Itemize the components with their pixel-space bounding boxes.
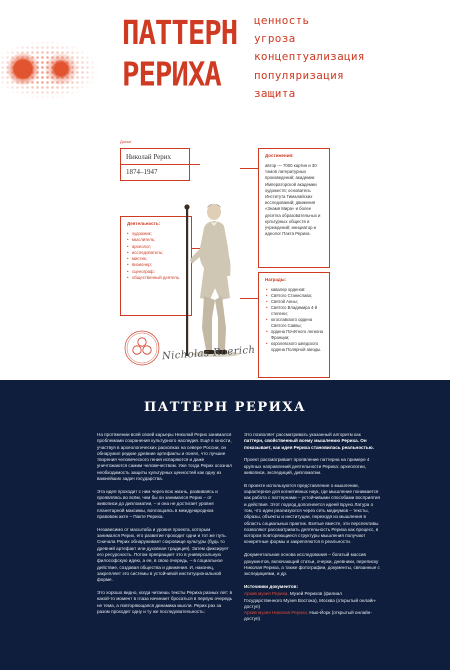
article-paragraph: В проекте используются представление о мышлении, характерное для когнитивных наук, где мышление понимается как работа с паттернами – устойчивыми способами восприятия и действия. Этот подход дополняется идеей Бруно Латура о том, что идеи реализуются через сеть медиумов – тексты, образы, объекты и институции, переходя из мышления в область социальных практик. Взятые вместе, эти перспективы позволяют рассматривать деятельность Рериха как процесс, в котором повторяющиеся структуры мышления получают конкретные формы и закрепляются в реальности. xyxy=(244,482,380,545)
logo-line-1: ПАТТЕРН xyxy=(122,13,238,53)
article-paragraph: Эта идея проходит с ним через всю жизнь, развиваясь и проявляясь во всём, чем бы он занимался Рерих – от живописи до дипломатии, – и она не достигает уровня планетарной максимы, воплощаясь в международном правовом акте – Пакте Рериха. xyxy=(97,488,218,520)
value-item: защита xyxy=(254,86,296,100)
article-paragraph xyxy=(244,432,380,451)
awards-card xyxy=(258,272,330,378)
article-paragraph: Независимо от масштаба и уровня проекта, которым занимался Рерих, его развитие проходит одни и тот же путь. Сначала Рерих обнаруживает сокровище культуры (будь то древний артефакт или духовная традиция). Затем фиксирует его ресурсность. Потом превращает это в универсальную философскую идею, а ее, в свою очередь, – в социальное действие, создавая общества и движения. И, наконец, закрепляет это системы в устойчивой институциональной форме. xyxy=(97,526,229,583)
award-item: • Святого Владимира 4-й степени; xyxy=(265,305,323,317)
achievements-card xyxy=(258,148,330,268)
award-item: • королевского шведского ордена Полярной звезды. xyxy=(265,341,323,353)
activity-item: • исследователь; xyxy=(127,250,185,256)
activity-item: • художник; xyxy=(127,231,185,237)
activity-item: • общественный деятель. xyxy=(127,275,185,281)
name-card xyxy=(120,148,190,181)
activity-item: • сценограф; xyxy=(127,269,185,275)
source-item xyxy=(244,610,380,623)
life-years: 1874–1947 xyxy=(126,168,158,176)
connector-line xyxy=(190,164,200,165)
dossier-label: Досье xyxy=(120,139,132,144)
activity-item: • мистик; xyxy=(127,256,185,262)
source-text: Музей Рерихов (филиал Государственного Музея Востока), Москва (открытый онлайн-доступ) xyxy=(244,591,377,609)
awards-title: Награды: xyxy=(265,277,287,282)
value-item: ценность xyxy=(254,14,310,27)
connector-line xyxy=(240,168,258,169)
header xyxy=(0,0,450,128)
article-paragraph: Проект рассматривает проявление паттерна на примере 4 крупных направлений деятельности Рериха: археологии, живописи, экспедиций, дипломатии. xyxy=(244,457,370,475)
profile-section xyxy=(0,128,450,380)
article-paragraph: На протяжении всей своей карьеры Николай Рерих занимался проблемами сохранения культурного наследия. Ещё в юности, участвуя в археологических раскопках на севере России, он обнаружил редкие древние артефакты и понял, что лучшие творения человеческого гения испаряются и даже уничтожаются самим человечеством. Уже тогда Рерих осознал необходимость защиты культурных ценностей как одну из важнейших задач государства. xyxy=(97,432,232,482)
activity-item: • археолог; xyxy=(127,244,185,250)
banner-of-peace-emblem-icon xyxy=(122,328,162,368)
values-list xyxy=(254,12,365,103)
value-item: популяризация xyxy=(254,68,344,82)
source-text: Нью-Йорк (открытый онлайн-доступ) xyxy=(244,610,372,622)
value-item: концептуализация xyxy=(254,50,365,64)
halftone-circle-left xyxy=(6,52,40,86)
article-paragraph: Документальная основа исследования – богатый массив документов, включающий статьи, очерки, дневники, переписку Николая Рериха, а также фотографии, документы, связанные с экспедициями, и др. xyxy=(244,552,380,577)
achievements-text: автор — 7000 картин и 30 томов литературных произведений; академик Императорской академии художеств; основатель Института Гималайских исследований; движения «Знамя Мира» и более десятка образовательных и культурных обществ и учреждений; инициатор и идеолог Пакта Рериха. xyxy=(265,163,321,237)
award-item: • кавалер орденов: xyxy=(265,287,323,293)
activities-title: Деятельность: xyxy=(127,221,161,226)
value-item: угроза xyxy=(254,32,296,46)
logo-line-2: РЕРИХА xyxy=(122,54,221,94)
award-item: • ордена Почётного легиона Франции; xyxy=(265,329,323,341)
source-link[interactable]: Архив музея Николая Рериха, xyxy=(244,610,309,616)
source-item xyxy=(244,591,380,610)
achievements-title: Достижения: xyxy=(265,153,294,158)
activity-item: • мыслитель; xyxy=(127,237,185,243)
signature: Nicholas Roerich xyxy=(161,344,256,363)
roerich-photo xyxy=(182,188,244,358)
article-right-column xyxy=(244,432,380,623)
sources-title: Источники документов: xyxy=(244,583,298,589)
halftone-circle-right xyxy=(44,52,78,86)
pattern-emphasis: паттерн, свойственный всему мышлению Рериха. Он показывает, как идея Рериха становилась реальностью. xyxy=(244,438,374,450)
award-item: • югославского ордена Святого Саввы; xyxy=(265,317,323,329)
article-left-column xyxy=(97,432,233,622)
article-paragraph: Это хорошо видно, когда читаешь тексты Рериха разных лет: в какой-то момент в глаза начинает бросаться в первую очередь не тема, а повторяющаяся динамика мысли. Рерих раз за разом проходит одну и ту же последовательность: xyxy=(97,590,233,614)
project-logo xyxy=(122,12,238,95)
awards-list xyxy=(265,287,323,353)
person-name: Николай Рерих xyxy=(126,153,172,161)
divider xyxy=(121,164,189,165)
activity-item: • визионер; xyxy=(127,262,185,268)
source-link[interactable]: Архив музея Рериха, xyxy=(244,591,289,597)
article-title: ПАТТЕРН РЕРИХА xyxy=(143,400,307,415)
pattern-intro: Это позволяет рассматривать указанный алгоритм как xyxy=(244,432,361,437)
award-item: • Святой Анны; xyxy=(265,299,323,305)
article-section xyxy=(0,380,450,670)
activities-list xyxy=(127,231,185,281)
award-item: • Святого Станислава; xyxy=(265,293,323,299)
